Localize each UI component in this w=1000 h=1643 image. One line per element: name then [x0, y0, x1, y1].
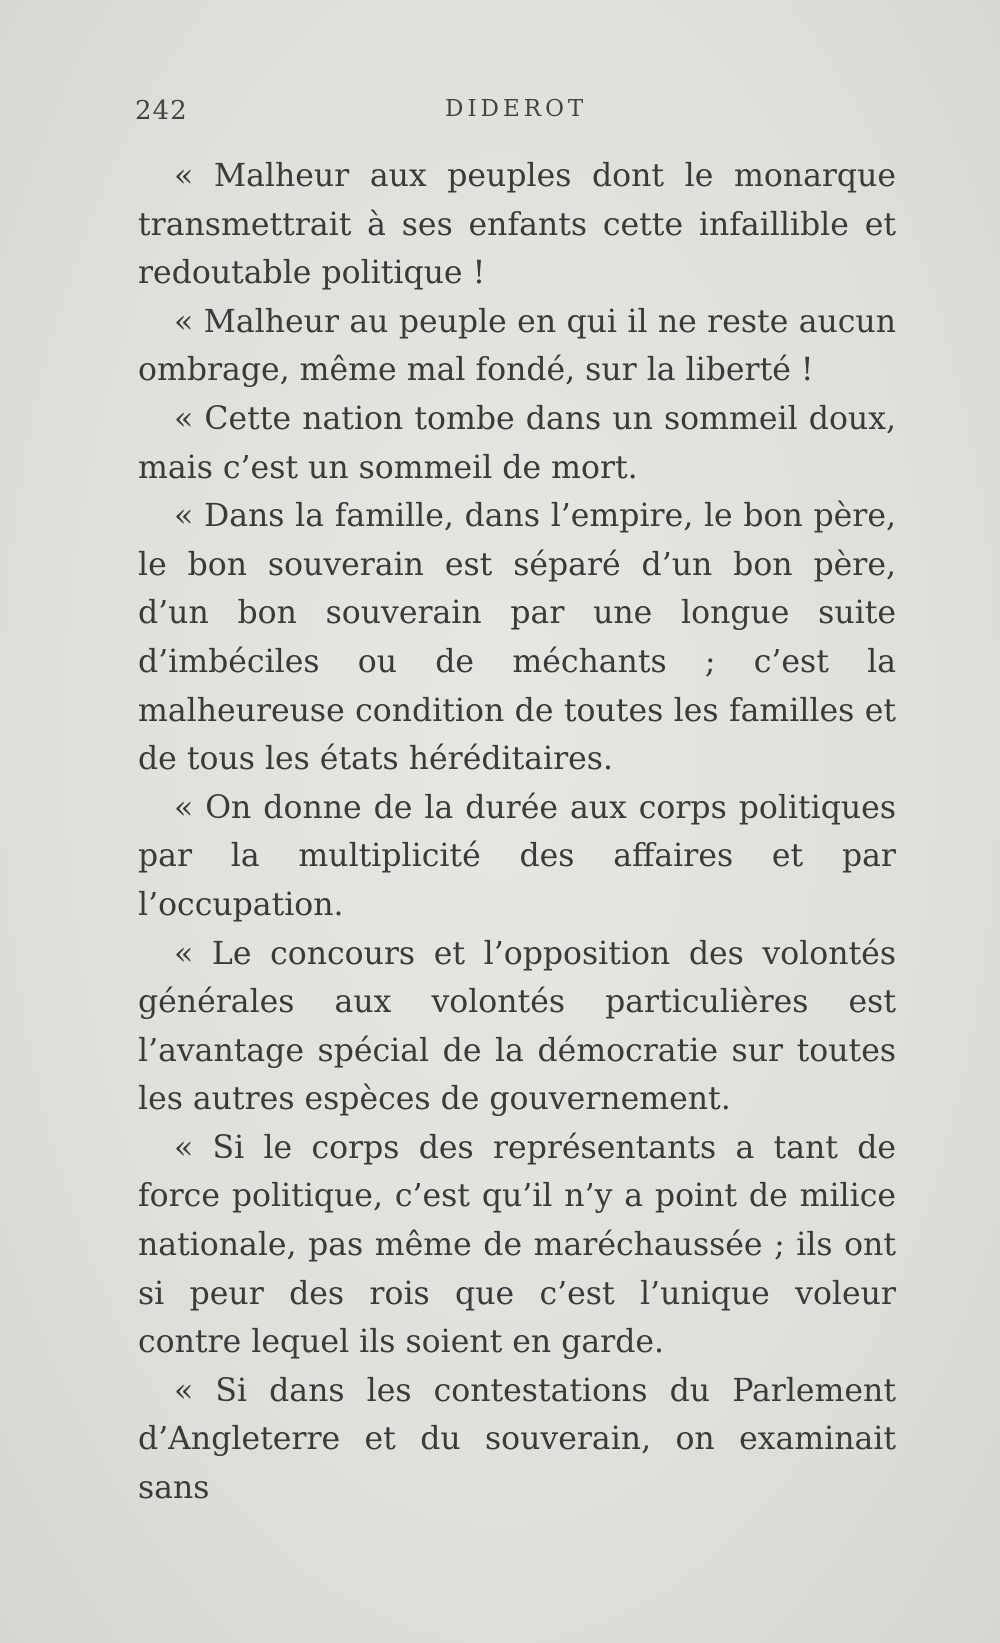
body-text	[138, 152, 896, 1513]
paragraph: « On donne de la durée aux corps politiques par la multiplicité des affaires et par l’occupation.	[138, 789, 896, 923]
paragraph: « Dans la famille, dans l’empire, le bon père, le bon souverain est séparé d’un bon père, d’un bon souverain par une longue suite d’imbéciles ou de méchants ; c’est la malheureuse condition de toutes les familles et de tous les états héréditaires.	[138, 498, 896, 778]
running-title: DIDEROT	[445, 96, 588, 122]
running-head	[135, 96, 895, 136]
page-number: 242	[135, 96, 188, 126]
paragraph: « Si le corps des représentants a tant de force politique, c’est qu’il n’y a point de milice nationale, pas même de maréchaussée ; ils ont si peur des rois que c’est l’unique voleur contre lequel ils soient en garde.	[138, 1129, 896, 1361]
paragraph: « Si dans les contestations du Parlement d’Angleterre et du souverain, on examinait sans	[138, 1372, 896, 1507]
paragraph: « Le concours et l’opposition des volontés générales aux volontés particulières est l’avantage spécial de la démocratie sur toutes les autres espèces de gouvernement.	[138, 935, 896, 1118]
paragraph: « Cette nation tombe dans un sommeil doux, mais c’est un sommeil de mort.	[138, 400, 896, 486]
paragraph: « Malheur au peuple en qui il ne reste aucun ombrage, même mal fondé, sur la liberté !	[138, 303, 896, 389]
paragraph: « Malheur aux peuples dont le monarque transmettrait à ses enfants cette infaillible et redoutable politique !	[138, 158, 896, 292]
